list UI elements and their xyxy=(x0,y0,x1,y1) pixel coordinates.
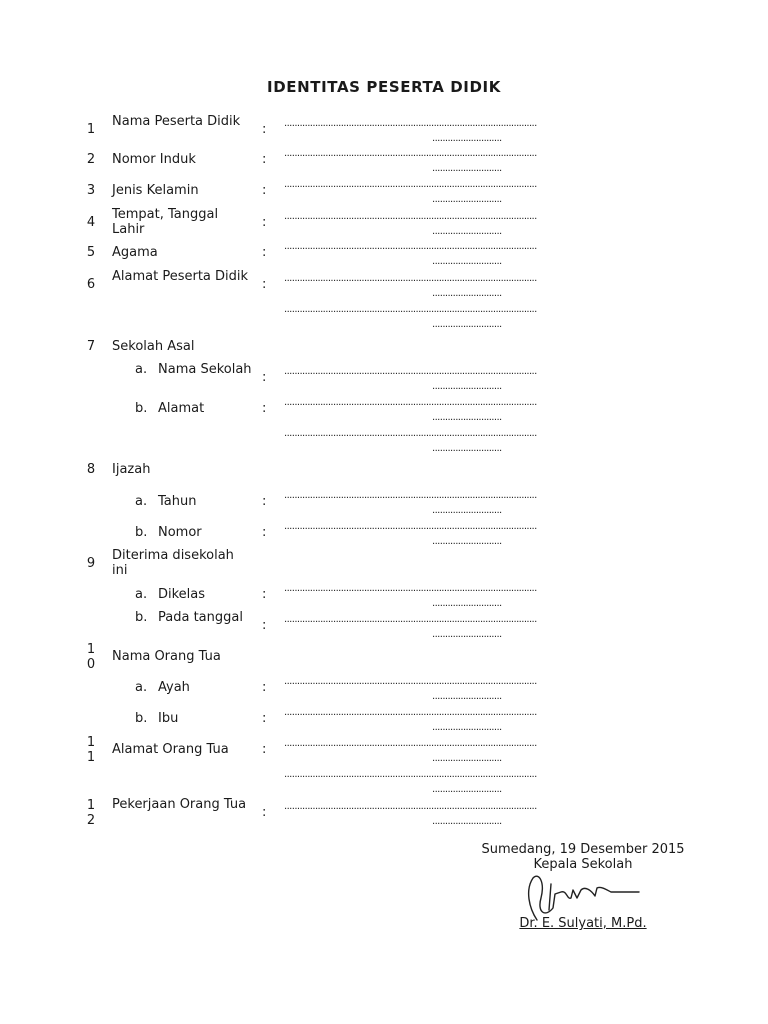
row-number: 6 xyxy=(86,277,96,292)
fill-in-line-continued: .................................................................................................. ........................... xyxy=(284,769,537,795)
row-number: 7 xyxy=(86,339,96,354)
fill-in-line: .................................................................................................. ........................... xyxy=(284,676,537,702)
fill-in-line: .................................................................................................. ........................... xyxy=(284,614,537,640)
fill-in-line: .................................................................................................. ........................... xyxy=(284,366,537,392)
sub-label: Pada tanggal xyxy=(158,610,243,625)
row-number: 1 xyxy=(86,122,96,137)
sub-label: Nomor xyxy=(158,525,202,540)
sub-letter: a. xyxy=(135,587,148,602)
sub-letter: b. xyxy=(135,711,148,726)
fill-in-line: .................................................................................................. ........................... xyxy=(284,521,537,547)
fill-in-line: .................................................................................................. ........................... xyxy=(284,273,537,299)
fill-in-line: .................................................................................................. ........................... xyxy=(284,738,537,764)
row-number: 1 1 xyxy=(86,735,96,765)
fill-in-line: .................................................................................................. ........................... xyxy=(284,583,537,609)
colon: : xyxy=(262,494,267,509)
row-label: Nama Orang Tua xyxy=(112,649,221,664)
row-label: Jenis Kelamin xyxy=(112,183,199,198)
sub-label: Alamat xyxy=(158,401,205,416)
colon: : xyxy=(262,680,267,695)
sub-label: Ayah xyxy=(158,680,190,695)
row-number: 8 xyxy=(86,462,96,477)
colon: : xyxy=(262,122,267,137)
row-number: 9 xyxy=(86,556,96,571)
signer-name: Dr. E. Sulyati, M.Pd. xyxy=(519,916,647,931)
fill-in-line: .................................................................................................. ........................... xyxy=(284,179,537,205)
row-number: 2 xyxy=(86,152,96,167)
fill-in-line: .................................................................................................. ........................... xyxy=(284,118,537,144)
colon: : xyxy=(262,401,267,416)
fill-in-line: .................................................................................................. ........................... xyxy=(284,211,537,237)
sub-label: Dikelas xyxy=(158,587,206,602)
sub-label: Ibu xyxy=(158,711,179,726)
row-label: Tempat, Tanggal Lahir xyxy=(112,207,219,237)
colon: : xyxy=(262,742,267,757)
colon: : xyxy=(262,587,267,602)
colon: : xyxy=(262,525,267,540)
row-number: 5 xyxy=(86,245,96,260)
sub-letter: a. xyxy=(135,680,148,695)
row-label: Pekerjaan Orang Tua xyxy=(112,797,247,812)
place-date: Sumedang, 19 Desember 2015 xyxy=(481,842,685,857)
row-number: 3 xyxy=(86,183,96,198)
page-title: IDENTITAS PESERTA DIDIK xyxy=(267,78,501,96)
sub-letter: a. xyxy=(135,362,148,377)
fill-in-line: .................................................................................................. ........................... xyxy=(284,707,537,733)
row-label: Ijazah xyxy=(112,462,151,477)
row-number: 1 0 xyxy=(86,642,96,672)
colon: : xyxy=(262,183,267,198)
sub-letter: b. xyxy=(135,525,148,540)
colon: : xyxy=(262,152,267,167)
position-title: Kepala Sekolah xyxy=(533,857,633,872)
row-label: Nama Peserta Didik xyxy=(112,114,241,129)
sub-letter: b. xyxy=(135,610,148,625)
sub-label: Nama Sekolah xyxy=(158,362,252,377)
sub-label: Tahun xyxy=(158,494,197,509)
row-label: Agama xyxy=(112,245,158,260)
colon: : xyxy=(262,618,267,633)
colon: : xyxy=(262,245,267,260)
fill-in-line: .................................................................................................. ........................... xyxy=(284,801,537,827)
fill-in-line-continued: .................................................................................................. ........................... xyxy=(284,304,537,330)
row-number: 4 xyxy=(86,215,96,230)
sub-letter: a. xyxy=(135,494,148,509)
colon: : xyxy=(262,277,267,292)
fill-in-line: .................................................................................................. ........................... xyxy=(284,241,537,267)
row-label: Alamat Orang Tua xyxy=(112,742,229,757)
fill-in-line: .................................................................................................. ........................... xyxy=(284,148,537,174)
sub-letter: b. xyxy=(135,401,148,416)
row-label: Sekolah Asal xyxy=(112,339,195,354)
row-number: 1 2 xyxy=(86,798,96,828)
colon: : xyxy=(262,370,267,385)
row-label: Nomor Induk xyxy=(112,152,196,167)
colon: : xyxy=(262,805,267,820)
fill-in-line: .................................................................................................. ........................... xyxy=(284,397,537,423)
row-label: Diterima disekolah ini xyxy=(112,548,234,578)
row-label: Alamat Peserta Didik xyxy=(112,269,249,284)
fill-in-line-continued: .................................................................................................. ........................... xyxy=(284,428,537,454)
colon: : xyxy=(262,711,267,726)
colon: : xyxy=(262,215,267,230)
fill-in-line: .................................................................................................. ........................... xyxy=(284,490,537,516)
